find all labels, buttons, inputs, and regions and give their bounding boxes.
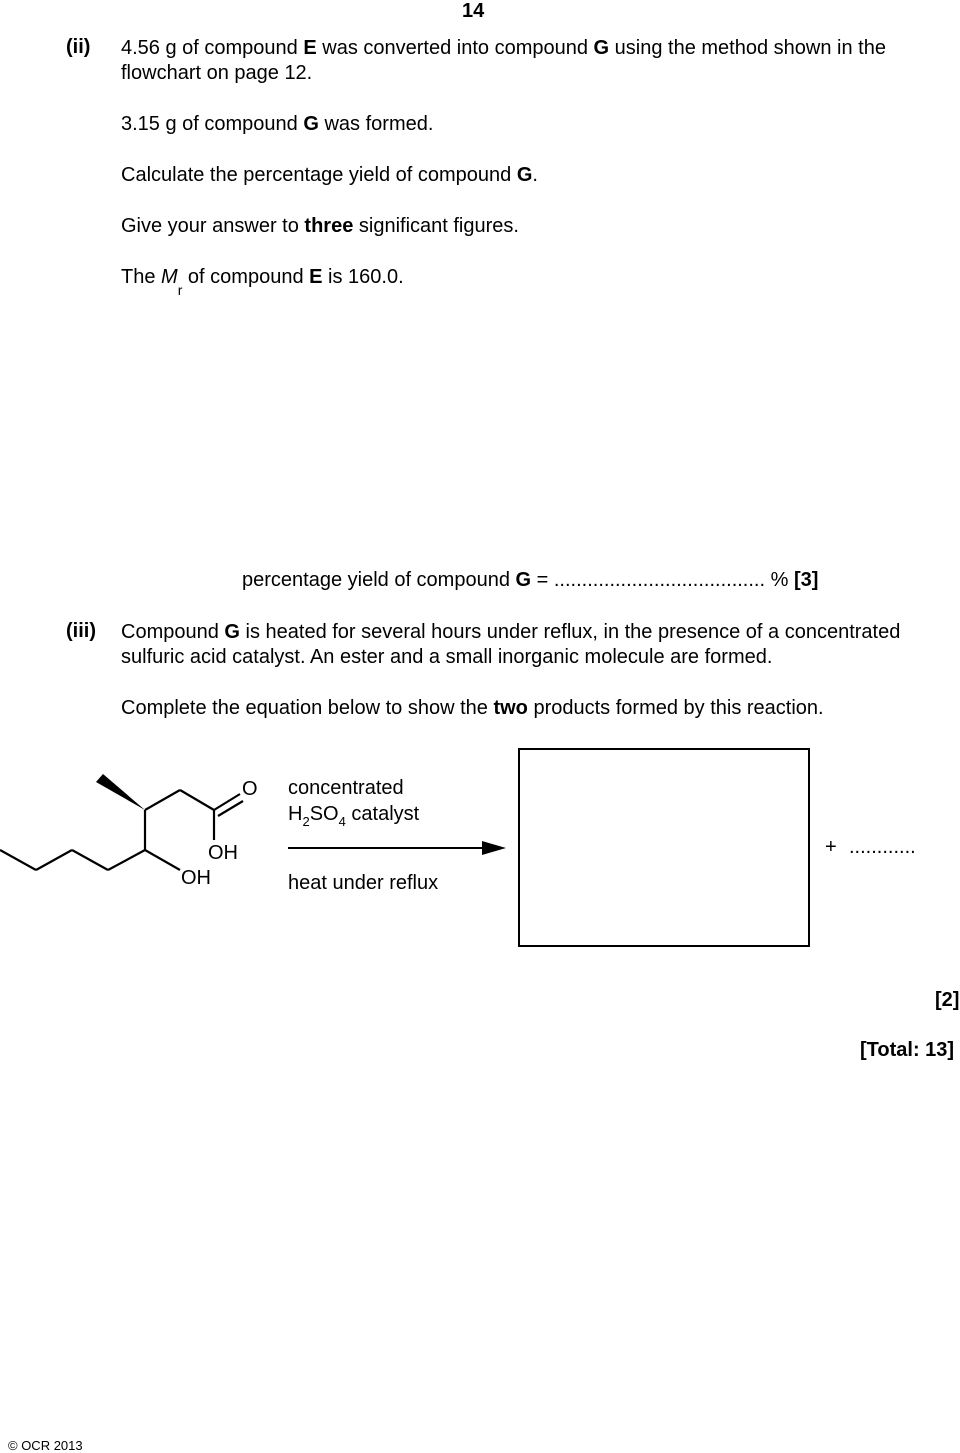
text-segment: is 160.0.: [322, 266, 404, 288]
product-answer-box[interactable]: [518, 748, 810, 947]
marks-iii: [2]: [935, 989, 960, 1011]
bond: [180, 790, 214, 810]
symbol-M: M: [161, 266, 178, 288]
subscript-2: 2: [302, 814, 310, 829]
page-number: 14: [462, 0, 485, 22]
part-ii-line-3: [121, 112, 433, 136]
part-ii-line-2: flowchart on page 12.: [121, 62, 313, 84]
conditions: heat under reflux: [288, 872, 439, 894]
answer-line-ii: [242, 568, 818, 592]
bond: [108, 850, 145, 870]
plus-sign: +: [825, 836, 837, 858]
text-segment: =: [531, 569, 554, 591]
text-segment: Give your answer to: [121, 215, 305, 237]
text-segment: using the method shown in the: [609, 37, 886, 59]
part-ii-line-5: [121, 214, 519, 238]
part-ii-line-6: [121, 265, 404, 298]
compound-G: G: [515, 569, 532, 591]
text-segment: is heated for several hours under reflux, in the presence of a concentrated: [239, 621, 901, 643]
text-segment: 4.56 g of compound: [121, 37, 304, 59]
part-ii-line-4: [121, 163, 538, 187]
second-product-blank[interactable]: ............: [849, 836, 916, 858]
compound-E: E: [309, 266, 323, 288]
subscript-4: 4: [338, 814, 346, 829]
total-marks: [Total: 13]: [860, 1039, 955, 1061]
compound-G: G: [303, 113, 319, 135]
copyright-footer: © OCR 2013: [8, 1438, 83, 1453]
bond: [145, 850, 180, 870]
reagent-line-2: [288, 803, 420, 829]
text-segment: SO: [309, 803, 339, 825]
part-ii-line-1: [121, 36, 886, 60]
reagent-line-1: concentrated: [288, 777, 404, 799]
atom-O: O: [242, 778, 258, 800]
bond: [36, 850, 72, 870]
text-segment: was formed.: [318, 113, 434, 135]
part-iii-line-3: [121, 696, 824, 720]
bond: [0, 850, 36, 870]
text-segment: H: [288, 803, 303, 825]
text-segment: was converted into compound: [316, 37, 594, 59]
percent-unit: %: [765, 569, 794, 591]
atom-OH-alcohol: OH: [181, 867, 211, 889]
compound-E: E: [303, 37, 317, 59]
question-label-ii: (ii): [66, 36, 91, 58]
text-segment: Complete the equation below to show the: [121, 697, 494, 719]
text-segment: catalyst: [345, 803, 420, 825]
compound-G: G: [516, 164, 533, 186]
emphasis-three: three: [304, 215, 354, 237]
text-segment: products formed by this reaction.: [527, 697, 824, 719]
text-segment: The: [121, 266, 162, 288]
text-segment: Calculate the percentage yield of compound: [121, 164, 517, 186]
part-iii-line-2: sulfuric acid catalyst. An ester and a small inorganic molecule are formed.: [121, 646, 773, 668]
double-bond: [214, 794, 240, 810]
reaction-arrow: [286, 838, 508, 858]
bond: [72, 850, 108, 870]
bond: [145, 790, 180, 810]
text-segment: .: [532, 164, 538, 186]
atom-OH-acid: OH: [208, 842, 238, 864]
text-segment: significant figures.: [353, 215, 519, 237]
compound-G: G: [224, 621, 240, 643]
text-segment: of compound: [182, 266, 310, 288]
part-iii-line-1: [121, 620, 900, 644]
arrow-head: [482, 841, 506, 855]
text-segment: 3.15 g of compound: [121, 113, 304, 135]
answer-blank[interactable]: ......................................: [553, 569, 766, 591]
double-bond: [218, 801, 243, 816]
text-segment: percentage yield of compound: [242, 569, 516, 591]
wedge-bond: [96, 774, 145, 810]
marks-ii: [3]: [793, 569, 819, 591]
emphasis-two: two: [493, 697, 528, 719]
question-label-iii: (iii): [66, 620, 96, 642]
subscript-r: r: [177, 282, 183, 298]
text-segment: Compound: [121, 621, 225, 643]
compound-G: G: [593, 37, 610, 59]
